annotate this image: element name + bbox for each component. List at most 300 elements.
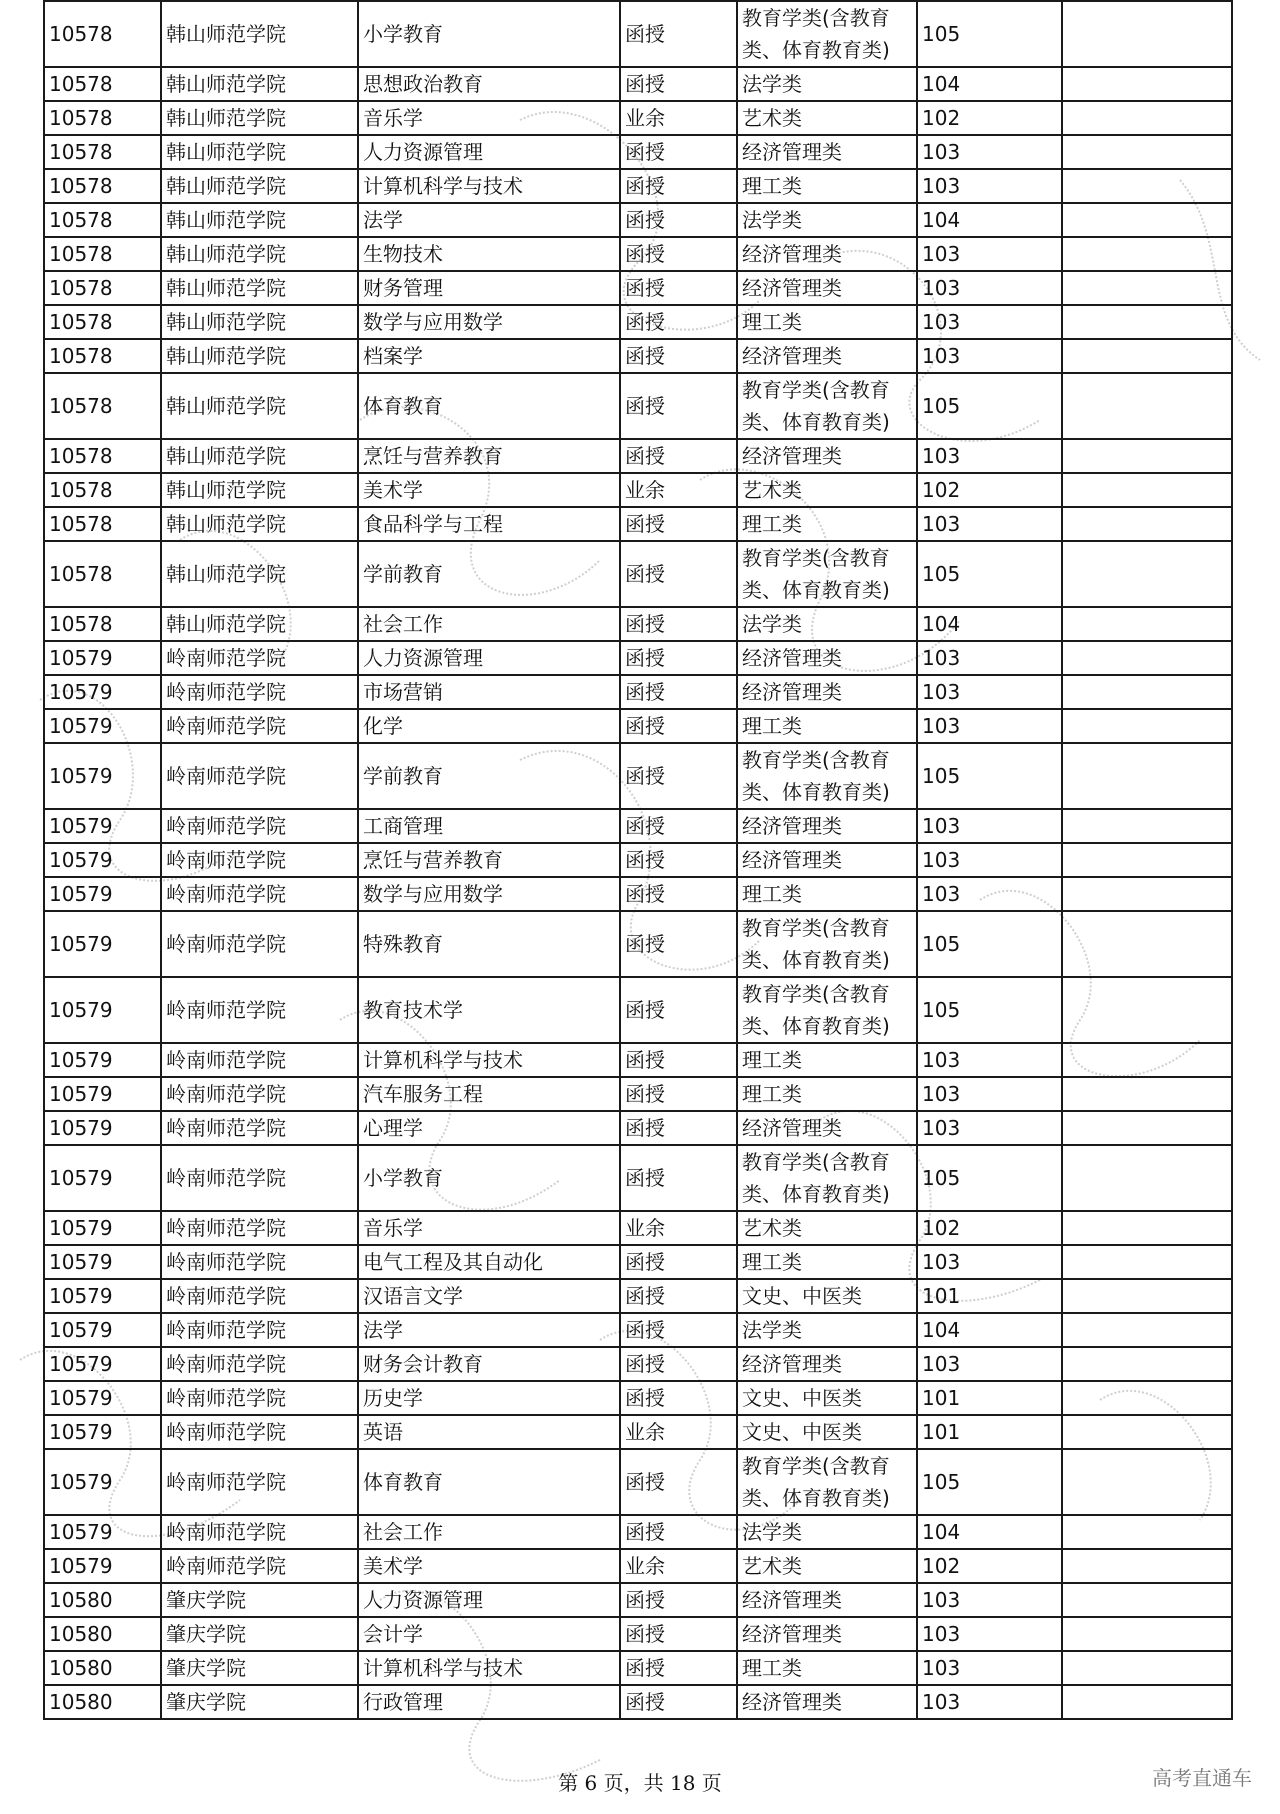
school-name-cell: 韩山师范学院 [161, 607, 358, 641]
table-row [44, 743, 1232, 809]
note-cell [1062, 843, 1232, 877]
note-cell [1062, 67, 1232, 101]
study-mode-cell: 函授 [620, 641, 737, 675]
note-cell [1062, 1347, 1232, 1381]
table-row [44, 1583, 1232, 1617]
note-cell [1062, 1279, 1232, 1313]
school-name-cell: 韩山师范学院 [161, 271, 358, 305]
table-row [44, 237, 1232, 271]
category-cell: 经济管理类 [737, 135, 917, 169]
school-code-cell: 10579 [44, 743, 161, 809]
category-cell: 理工类 [737, 1043, 917, 1077]
study-mode-cell: 函授 [620, 169, 737, 203]
school-code-cell: 10578 [44, 507, 161, 541]
note-cell [1062, 1685, 1232, 1719]
exam-group-cell: 103 [917, 507, 1062, 541]
exam-group-cell: 101 [917, 1381, 1062, 1415]
school-name-cell: 岭南师范学院 [161, 1313, 358, 1347]
major-cell: 电气工程及其自动化 [358, 1245, 620, 1279]
note-cell [1062, 1583, 1232, 1617]
school-name-cell: 岭南师范学院 [161, 977, 358, 1043]
school-code-cell: 10580 [44, 1583, 161, 1617]
note-cell [1062, 473, 1232, 507]
major-cell: 社会工作 [358, 1515, 620, 1549]
category-cell: 理工类 [737, 1245, 917, 1279]
note-cell [1062, 977, 1232, 1043]
note-cell [1062, 809, 1232, 843]
category-cell: 教育学类(含教育类、体育教育类) [737, 977, 917, 1043]
study-mode-cell: 函授 [620, 743, 737, 809]
note-cell [1062, 743, 1232, 809]
major-cell: 英语 [358, 1415, 620, 1449]
study-mode-cell: 函授 [620, 1, 737, 67]
category-cell: 经济管理类 [737, 1583, 917, 1617]
school-name-cell: 韩山师范学院 [161, 541, 358, 607]
school-name-cell: 韩山师范学院 [161, 507, 358, 541]
study-mode-cell: 函授 [620, 135, 737, 169]
category-cell: 法学类 [737, 1313, 917, 1347]
school-code-cell: 10578 [44, 101, 161, 135]
study-mode-cell: 函授 [620, 607, 737, 641]
note-cell [1062, 1145, 1232, 1211]
school-code-cell: 10579 [44, 1279, 161, 1313]
school-code-cell: 10579 [44, 1043, 161, 1077]
category-cell: 经济管理类 [737, 1111, 917, 1145]
exam-group-cell: 104 [917, 1313, 1062, 1347]
major-cell: 学前教育 [358, 743, 620, 809]
category-cell: 教育学类(含教育类、体育教育类) [737, 1, 917, 67]
school-code-cell: 10578 [44, 305, 161, 339]
school-name-cell: 岭南师范学院 [161, 1381, 358, 1415]
category-cell: 理工类 [737, 709, 917, 743]
note-cell [1062, 1245, 1232, 1279]
exam-group-cell: 101 [917, 1279, 1062, 1313]
category-cell: 法学类 [737, 607, 917, 641]
study-mode-cell: 函授 [620, 1685, 737, 1719]
table-row [44, 675, 1232, 709]
note-cell [1062, 607, 1232, 641]
school-code-cell: 10578 [44, 1, 161, 67]
major-cell: 小学教育 [358, 1, 620, 67]
major-cell: 人力资源管理 [358, 641, 620, 675]
category-cell: 法学类 [737, 203, 917, 237]
school-name-cell: 岭南师范学院 [161, 641, 358, 675]
note-cell [1062, 911, 1232, 977]
school-code-cell: 10579 [44, 977, 161, 1043]
table-row [44, 843, 1232, 877]
category-cell: 经济管理类 [737, 1347, 917, 1381]
category-cell: 理工类 [737, 507, 917, 541]
major-cell: 历史学 [358, 1381, 620, 1415]
note-cell [1062, 1111, 1232, 1145]
study-mode-cell: 函授 [620, 1381, 737, 1415]
note-cell [1062, 641, 1232, 675]
major-cell: 音乐学 [358, 101, 620, 135]
table-row [44, 1685, 1232, 1719]
major-cell: 美术学 [358, 473, 620, 507]
category-cell: 法学类 [737, 67, 917, 101]
table-row [44, 1077, 1232, 1111]
study-mode-cell: 函授 [620, 373, 737, 439]
note-cell [1062, 1617, 1232, 1651]
school-code-cell: 10579 [44, 1347, 161, 1381]
table-row [44, 439, 1232, 473]
table-row [44, 1515, 1232, 1549]
school-name-cell: 岭南师范学院 [161, 1111, 358, 1145]
major-cell: 财务会计教育 [358, 1347, 620, 1381]
school-name-cell: 韩山师范学院 [161, 67, 358, 101]
category-cell: 理工类 [737, 1651, 917, 1685]
exam-group-cell: 103 [917, 135, 1062, 169]
table-row [44, 541, 1232, 607]
school-name-cell: 肇庆学院 [161, 1617, 358, 1651]
note-cell [1062, 1043, 1232, 1077]
table-row [44, 1313, 1232, 1347]
school-name-cell: 韩山师范学院 [161, 237, 358, 271]
category-cell: 经济管理类 [737, 237, 917, 271]
major-cell: 美术学 [358, 1549, 620, 1583]
school-name-cell: 岭南师范学院 [161, 911, 358, 977]
note-cell [1062, 1313, 1232, 1347]
exam-group-cell: 103 [917, 877, 1062, 911]
exam-group-cell: 103 [917, 843, 1062, 877]
note-cell [1062, 271, 1232, 305]
study-mode-cell: 函授 [620, 507, 737, 541]
school-code-cell: 10578 [44, 237, 161, 271]
table-row [44, 977, 1232, 1043]
school-name-cell: 韩山师范学院 [161, 339, 358, 373]
category-cell: 经济管理类 [737, 1617, 917, 1651]
major-cell: 小学教育 [358, 1145, 620, 1211]
note-cell [1062, 1449, 1232, 1515]
major-cell: 生物技术 [358, 237, 620, 271]
table-row [44, 101, 1232, 135]
major-cell: 社会工作 [358, 607, 620, 641]
table-row [44, 67, 1232, 101]
school-name-cell: 岭南师范学院 [161, 1043, 358, 1077]
school-name-cell: 肇庆学院 [161, 1651, 358, 1685]
category-cell: 教育学类(含教育类、体育教育类) [737, 911, 917, 977]
study-mode-cell: 业余 [620, 1211, 737, 1245]
exam-group-cell: 105 [917, 541, 1062, 607]
exam-group-cell: 103 [917, 305, 1062, 339]
note-cell [1062, 709, 1232, 743]
brand-watermark: 高考直通车 [1152, 1766, 1252, 1790]
exam-group-cell: 103 [917, 271, 1062, 305]
school-name-cell: 韩山师范学院 [161, 1, 358, 67]
major-cell: 法学 [358, 1313, 620, 1347]
school-name-cell: 韩山师范学院 [161, 305, 358, 339]
study-mode-cell: 函授 [620, 709, 737, 743]
school-name-cell: 韩山师范学院 [161, 135, 358, 169]
major-cell: 行政管理 [358, 1685, 620, 1719]
note-cell [1062, 1515, 1232, 1549]
major-cell: 烹饪与营养教育 [358, 439, 620, 473]
school-name-cell: 岭南师范学院 [161, 709, 358, 743]
major-cell: 音乐学 [358, 1211, 620, 1245]
table-row [44, 373, 1232, 439]
study-mode-cell: 函授 [620, 1347, 737, 1381]
school-name-cell: 岭南师范学院 [161, 743, 358, 809]
table-row [44, 1415, 1232, 1449]
school-code-cell: 10579 [44, 911, 161, 977]
study-mode-cell: 业余 [620, 473, 737, 507]
major-cell: 市场营销 [358, 675, 620, 709]
school-name-cell: 岭南师范学院 [161, 1449, 358, 1515]
study-mode-cell: 函授 [620, 1111, 737, 1145]
exam-group-cell: 105 [917, 743, 1062, 809]
school-code-cell: 10578 [44, 607, 161, 641]
major-cell: 会计学 [358, 1617, 620, 1651]
table-row [44, 203, 1232, 237]
category-cell: 法学类 [737, 1515, 917, 1549]
exam-group-cell: 105 [917, 911, 1062, 977]
major-cell: 数学与应用数学 [358, 877, 620, 911]
category-cell: 教育学类(含教育类、体育教育类) [737, 743, 917, 809]
category-cell: 经济管理类 [737, 843, 917, 877]
school-code-cell: 10578 [44, 473, 161, 507]
category-cell: 文史、中医类 [737, 1415, 917, 1449]
exam-group-cell: 103 [917, 1347, 1062, 1381]
school-code-cell: 10578 [44, 203, 161, 237]
table-row [44, 1617, 1232, 1651]
study-mode-cell: 业余 [620, 1415, 737, 1449]
note-cell [1062, 1549, 1232, 1583]
school-name-cell: 岭南师范学院 [161, 809, 358, 843]
table-row [44, 271, 1232, 305]
study-mode-cell: 函授 [620, 1313, 737, 1347]
school-code-cell: 10579 [44, 877, 161, 911]
major-cell: 计算机科学与技术 [358, 1651, 620, 1685]
exam-group-cell: 103 [917, 1651, 1062, 1685]
exam-group-cell: 103 [917, 709, 1062, 743]
study-mode-cell: 业余 [620, 1549, 737, 1583]
table-row [44, 135, 1232, 169]
major-cell: 烹饪与营养教育 [358, 843, 620, 877]
majors-table [43, 0, 1233, 1720]
exam-group-cell: 105 [917, 1449, 1062, 1515]
category-cell: 经济管理类 [737, 271, 917, 305]
category-cell: 教育学类(含教育类、体育教育类) [737, 373, 917, 439]
school-name-cell: 岭南师范学院 [161, 1077, 358, 1111]
exam-group-cell: 103 [917, 1077, 1062, 1111]
major-cell: 食品科学与工程 [358, 507, 620, 541]
major-cell: 化学 [358, 709, 620, 743]
note-cell [1062, 1415, 1232, 1449]
exam-group-cell: 105 [917, 1145, 1062, 1211]
exam-group-cell: 103 [917, 1617, 1062, 1651]
major-cell: 体育教育 [358, 373, 620, 439]
school-name-cell: 韩山师范学院 [161, 439, 358, 473]
study-mode-cell: 业余 [620, 101, 737, 135]
school-name-cell: 韩山师范学院 [161, 169, 358, 203]
note-cell [1062, 1651, 1232, 1685]
major-cell: 心理学 [358, 1111, 620, 1145]
exam-group-cell: 105 [917, 977, 1062, 1043]
study-mode-cell: 函授 [620, 305, 737, 339]
major-cell: 财务管理 [358, 271, 620, 305]
school-name-cell: 岭南师范学院 [161, 675, 358, 709]
study-mode-cell: 函授 [620, 271, 737, 305]
category-cell: 文史、中医类 [737, 1279, 917, 1313]
school-code-cell: 10579 [44, 1077, 161, 1111]
major-cell: 人力资源管理 [358, 1583, 620, 1617]
study-mode-cell: 函授 [620, 1279, 737, 1313]
note-cell [1062, 541, 1232, 607]
note-cell [1062, 1, 1232, 67]
exam-group-cell: 104 [917, 67, 1062, 101]
note-cell [1062, 877, 1232, 911]
category-cell: 经济管理类 [737, 641, 917, 675]
page-number: 第 6 页，共 18 页 [558, 1771, 722, 1795]
table-row [44, 1, 1232, 67]
note-cell [1062, 135, 1232, 169]
exam-group-cell: 103 [917, 169, 1062, 203]
exam-group-cell: 103 [917, 1583, 1062, 1617]
table-row [44, 305, 1232, 339]
exam-group-cell: 104 [917, 607, 1062, 641]
category-cell: 艺术类 [737, 1549, 917, 1583]
school-code-cell: 10580 [44, 1651, 161, 1685]
exam-group-cell: 102 [917, 101, 1062, 135]
exam-group-cell: 103 [917, 439, 1062, 473]
study-mode-cell: 函授 [620, 339, 737, 373]
school-code-cell: 10579 [44, 1313, 161, 1347]
note-cell [1062, 1211, 1232, 1245]
table-row [44, 809, 1232, 843]
table-row [44, 1211, 1232, 1245]
category-cell: 理工类 [737, 1077, 917, 1111]
school-code-cell: 10578 [44, 67, 161, 101]
exam-group-cell: 102 [917, 473, 1062, 507]
table-row [44, 1111, 1232, 1145]
school-code-cell: 10578 [44, 169, 161, 203]
major-cell: 数学与应用数学 [358, 305, 620, 339]
school-code-cell: 10579 [44, 1145, 161, 1211]
school-code-cell: 10579 [44, 1415, 161, 1449]
exam-group-cell: 104 [917, 203, 1062, 237]
exam-group-cell: 101 [917, 1415, 1062, 1449]
note-cell [1062, 439, 1232, 473]
exam-group-cell: 105 [917, 1, 1062, 67]
category-cell: 经济管理类 [737, 439, 917, 473]
exam-group-cell: 105 [917, 373, 1062, 439]
table-row [44, 507, 1232, 541]
school-code-cell: 10578 [44, 373, 161, 439]
exam-group-cell: 103 [917, 237, 1062, 271]
major-cell: 思想政治教育 [358, 67, 620, 101]
exam-group-cell: 103 [917, 339, 1062, 373]
study-mode-cell: 函授 [620, 1583, 737, 1617]
study-mode-cell: 函授 [620, 1515, 737, 1549]
exam-group-cell: 103 [917, 641, 1062, 675]
table-row [44, 607, 1232, 641]
major-cell: 法学 [358, 203, 620, 237]
category-cell: 教育学类(含教育类、体育教育类) [737, 1449, 917, 1515]
school-code-cell: 10579 [44, 1111, 161, 1145]
school-code-cell: 10578 [44, 135, 161, 169]
school-code-cell: 10579 [44, 641, 161, 675]
note-cell [1062, 169, 1232, 203]
major-cell: 特殊教育 [358, 911, 620, 977]
major-cell: 学前教育 [358, 541, 620, 607]
table-row [44, 473, 1232, 507]
study-mode-cell: 函授 [620, 237, 737, 271]
exam-group-cell: 103 [917, 1111, 1062, 1145]
school-name-cell: 岭南师范学院 [161, 1245, 358, 1279]
school-name-cell: 岭南师范学院 [161, 1145, 358, 1211]
study-mode-cell: 函授 [620, 67, 737, 101]
table-row [44, 709, 1232, 743]
table-row [44, 641, 1232, 675]
note-cell [1062, 339, 1232, 373]
category-cell: 教育学类(含教育类、体育教育类) [737, 1145, 917, 1211]
school-name-cell: 韩山师范学院 [161, 101, 358, 135]
major-cell: 工商管理 [358, 809, 620, 843]
table-row [44, 1449, 1232, 1515]
school-name-cell: 岭南师范学院 [161, 1347, 358, 1381]
study-mode-cell: 函授 [620, 1077, 737, 1111]
school-name-cell: 岭南师范学院 [161, 1515, 358, 1549]
school-code-cell: 10579 [44, 675, 161, 709]
table-row [44, 1651, 1232, 1685]
table-row [44, 877, 1232, 911]
study-mode-cell: 函授 [620, 977, 737, 1043]
study-mode-cell: 函授 [620, 911, 737, 977]
note-cell [1062, 1077, 1232, 1111]
category-cell: 经济管理类 [737, 675, 917, 709]
category-cell: 艺术类 [737, 101, 917, 135]
major-cell: 教育技术学 [358, 977, 620, 1043]
exam-group-cell: 103 [917, 675, 1062, 709]
note-cell [1062, 237, 1232, 271]
study-mode-cell: 函授 [620, 877, 737, 911]
note-cell [1062, 675, 1232, 709]
study-mode-cell: 函授 [620, 809, 737, 843]
category-cell: 文史、中医类 [737, 1381, 917, 1415]
table-row [44, 339, 1232, 373]
study-mode-cell: 函授 [620, 1245, 737, 1279]
note-cell [1062, 507, 1232, 541]
major-cell: 计算机科学与技术 [358, 169, 620, 203]
note-cell [1062, 1381, 1232, 1415]
study-mode-cell: 函授 [620, 439, 737, 473]
school-code-cell: 10579 [44, 1449, 161, 1515]
school-name-cell: 岭南师范学院 [161, 1211, 358, 1245]
study-mode-cell: 函授 [620, 1651, 737, 1685]
category-cell: 艺术类 [737, 1211, 917, 1245]
table-row [44, 1043, 1232, 1077]
major-cell: 汉语言文学 [358, 1279, 620, 1313]
table-row [44, 1245, 1232, 1279]
school-code-cell: 10579 [44, 843, 161, 877]
major-cell: 汽车服务工程 [358, 1077, 620, 1111]
school-name-cell: 岭南师范学院 [161, 877, 358, 911]
school-code-cell: 10579 [44, 1211, 161, 1245]
school-code-cell: 10578 [44, 339, 161, 373]
school-code-cell: 10579 [44, 809, 161, 843]
school-code-cell: 10578 [44, 271, 161, 305]
school-name-cell: 岭南师范学院 [161, 1549, 358, 1583]
table-row [44, 1549, 1232, 1583]
table-row [44, 1347, 1232, 1381]
exam-group-cell: 102 [917, 1211, 1062, 1245]
school-code-cell: 10579 [44, 1245, 161, 1279]
major-cell: 档案学 [358, 339, 620, 373]
major-cell: 体育教育 [358, 1449, 620, 1515]
study-mode-cell: 函授 [620, 541, 737, 607]
study-mode-cell: 函授 [620, 203, 737, 237]
